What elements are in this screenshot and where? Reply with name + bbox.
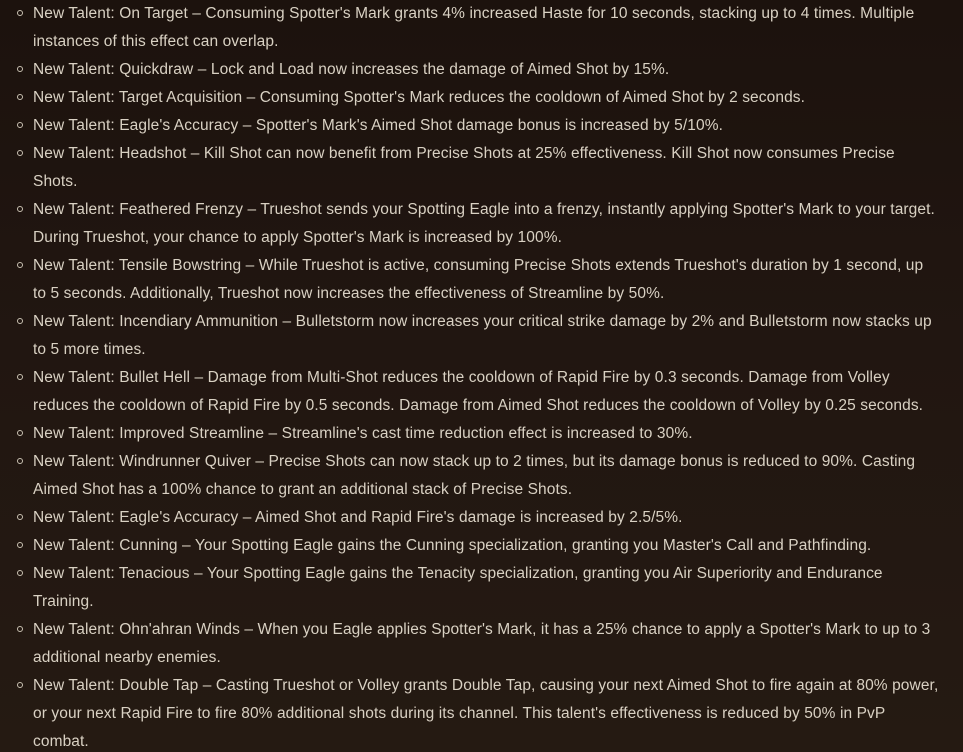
talent-note-item: New Talent: Eagle's Accuracy – Spotter's Mark's Aimed Shot damage bonus is increased by 5/10%. (33, 112, 939, 140)
talent-note-item: New Talent: Headshot – Kill Shot can now benefit from Precise Shots at 25% effectiveness. Kill Shot now consumes Precise Shots. (33, 140, 939, 196)
talent-note-item: New Talent: On Target – Consuming Spotter's Mark grants 4% increased Haste for 10 seconds, stacking up to 4 times. Multiple instances of this effect can overlap. (33, 0, 939, 56)
talent-note-item: New Talent: Quickdraw – Lock and Load now increases the damage of Aimed Shot by 15%. (33, 56, 939, 84)
talent-note-item: New Talent: Eagle's Accuracy – Aimed Shot and Rapid Fire's damage is increased by 2.5/5%. (33, 504, 939, 532)
talent-note-item: New Talent: Tensile Bowstring – While Trueshot is active, consuming Precise Shots extends Trueshot's duration by 1 second, up to 5 seconds. Additionally, Trueshot now increases the effectiveness of Streamline by 50%. (33, 252, 939, 308)
talent-note-item: New Talent: Feathered Frenzy – Trueshot sends your Spotting Eagle into a frenzy, instantly applying Spotter's Mark to your target. During Trueshot, your chance to apply Spotter's Mark is increased by 100%. (33, 196, 939, 252)
talent-note-item: New Talent: Target Acquisition – Consuming Spotter's Mark reduces the cooldown of Aimed Shot by 2 seconds. (33, 84, 939, 112)
talent-note-item: New Talent: Improved Streamline – Streamline's cast time reduction effect is increased to 30%. (33, 420, 939, 448)
talent-note-item: New Talent: Double Tap – Casting Trueshot or Volley grants Double Tap, causing your next Aimed Shot to fire again at 80% power, or your next Rapid Fire to fire 80% additional shots during its channel. This talent's effectiveness is reduced by 50% in PvP combat. (33, 672, 939, 752)
talent-note-item: New Talent: Bullet Hell – Damage from Multi-Shot reduces the cooldown of Rapid Fire by 0.3 seconds. Damage from Volley reduces the cooldown of Rapid Fire by 0.5 seconds. Damage from Aimed Shot reduces the cooldown of Volley by 0.25 seconds. (33, 364, 939, 420)
talent-note-item: New Talent: Incendiary Ammunition – Bulletstorm now increases your critical strike damage by 2% and Bulletstorm now stacks up to 5 more times. (33, 308, 939, 364)
talent-note-item: New Talent: Cunning – Your Spotting Eagle gains the Cunning specialization, granting you Master's Call and Pathfinding. (33, 532, 939, 560)
talent-note-item: New Talent: Windrunner Quiver – Precise Shots can now stack up to 2 times, but its damage bonus is reduced to 90%. Casting Aimed Shot has a 100% chance to grant an additional stack of Precise Shots. (33, 448, 939, 504)
talent-note-item: New Talent: Ohn'ahran Winds – When you Eagle applies Spotter's Mark, it has a 25% chance to apply a Spotter's Mark to up to 3 additional nearby enemies. (33, 616, 939, 672)
talent-note-item: New Talent: Tenacious – Your Spotting Eagle gains the Tenacity specialization, granting you Air Superiority and Endurance Training. (33, 560, 939, 616)
